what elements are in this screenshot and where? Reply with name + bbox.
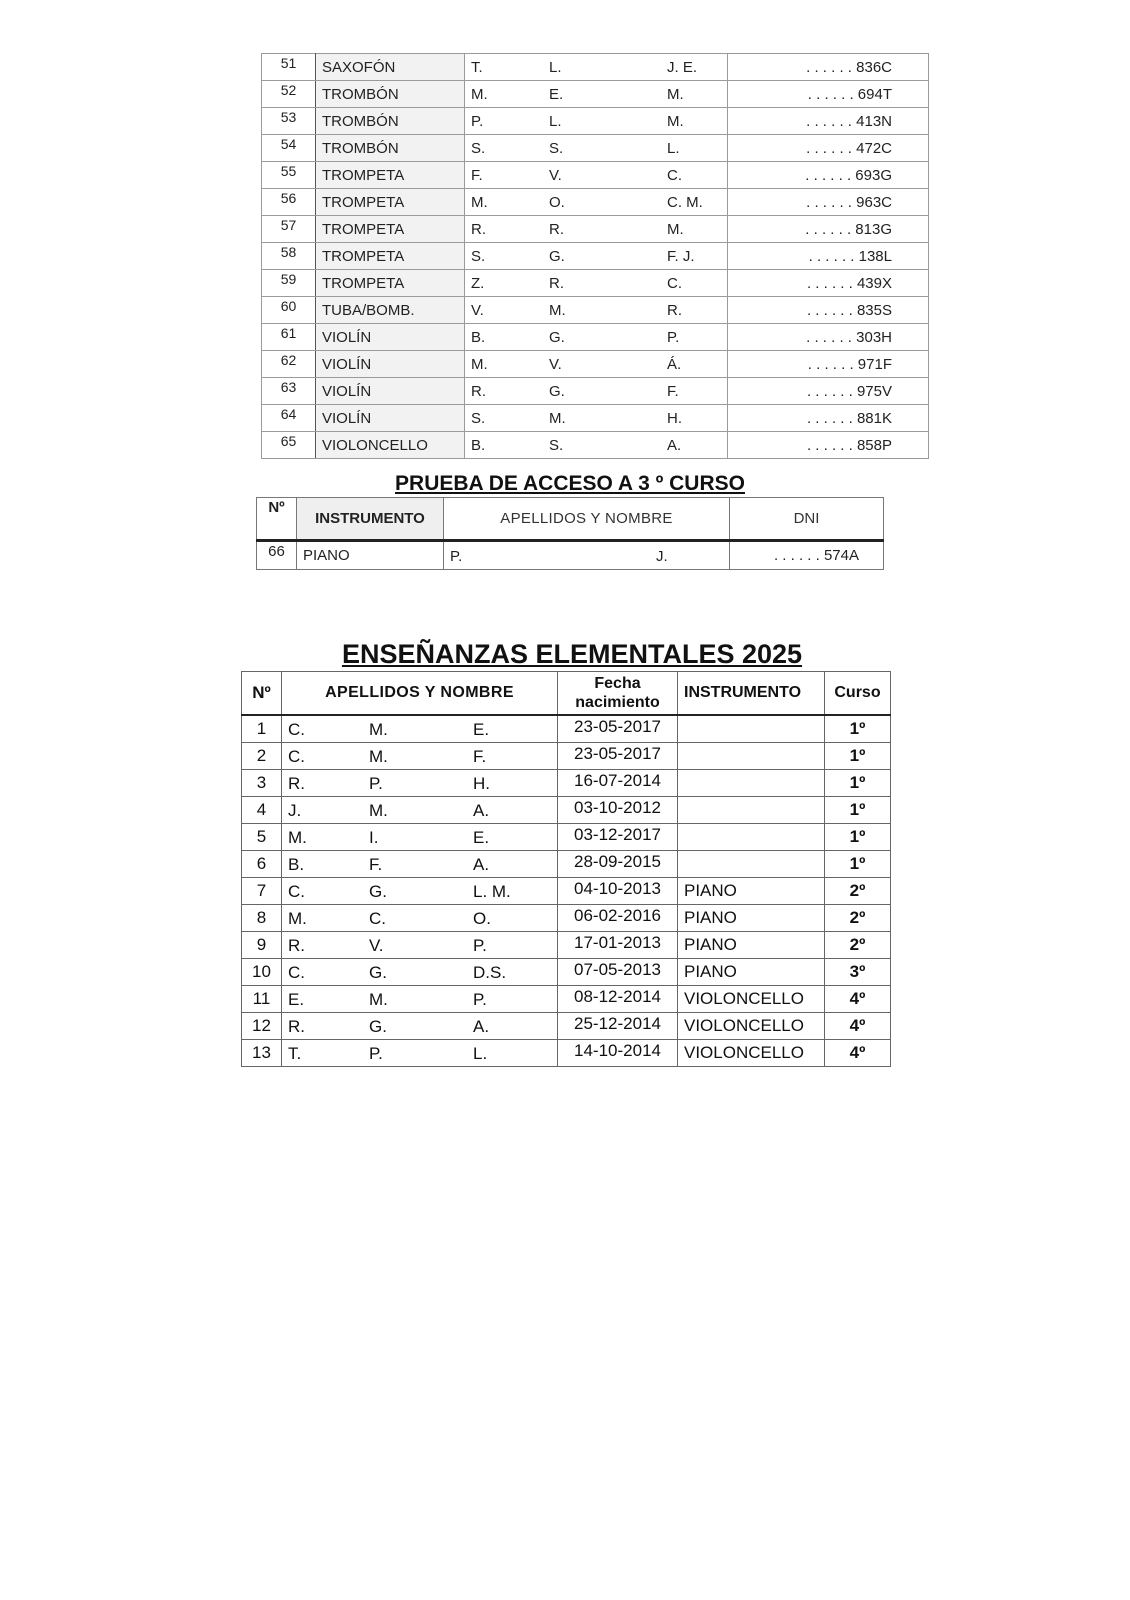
instrument-cell: PIANO	[678, 959, 825, 986]
table-row	[262, 243, 929, 270]
header-dni: DNI	[730, 498, 884, 541]
name-cell	[282, 824, 558, 851]
instrument-cell: VIOLÍN	[316, 405, 465, 432]
initial-given-name: M.	[667, 112, 684, 130]
initial-first-surname: Z.	[471, 274, 485, 292]
initial-given-name: H.	[473, 773, 490, 793]
dni-cell: . . . . . . 858P	[728, 432, 929, 459]
table-row	[242, 743, 891, 770]
instrument-cell	[678, 824, 825, 851]
initial-first-surname: R.	[288, 773, 305, 793]
birthdate-cell: 23-05-2017	[558, 743, 678, 770]
prueba-acceso-title: PRUEBA DE ACCESO A 3 º CURSO	[395, 472, 745, 495]
initial-first-surname: R.	[288, 1016, 305, 1036]
initial-first-surname: M.	[288, 827, 307, 847]
initial-first-surname: B.	[471, 328, 486, 346]
initial-second-surname: S.	[549, 139, 564, 157]
row-number: 56	[262, 189, 316, 216]
initial-given-name: J. E.	[667, 58, 698, 76]
initial-given-name: P.	[473, 989, 487, 1009]
curso-cell: 2º	[825, 905, 891, 932]
name-cell	[465, 405, 728, 432]
dni-cell: . . . . . . 303H	[728, 324, 929, 351]
name-cell	[282, 851, 558, 878]
header-curso: Curso	[825, 672, 891, 716]
name-cell	[282, 959, 558, 986]
row-number: 12	[242, 1013, 282, 1040]
curso-cell: 1º	[825, 797, 891, 824]
table-row	[242, 851, 891, 878]
initial-first-surname: M.	[288, 908, 307, 928]
instrument-cell: PIANO	[678, 932, 825, 959]
header-num: Nº	[257, 498, 297, 541]
name-initials	[465, 109, 727, 134]
birthdate-cell: 23-05-2017	[558, 715, 678, 743]
initial-given-name: E.	[473, 827, 490, 847]
instrument-cell: VIOLÍN	[316, 351, 465, 378]
table-row	[262, 297, 929, 324]
name-cell	[282, 770, 558, 797]
name-cell	[282, 986, 558, 1013]
header-birthdate-line2: nacimiento	[575, 694, 660, 711]
initial-given-name: Á.	[667, 355, 682, 373]
applicants-list-table	[261, 53, 929, 459]
initial-given-name: C.	[667, 166, 682, 184]
name-initials	[465, 352, 727, 377]
row-number: 59	[262, 270, 316, 297]
table-row	[242, 824, 891, 851]
instrument-cell: VIOLONCELLO	[678, 1013, 825, 1040]
initial-first-surname: E.	[288, 989, 305, 1009]
row-number: 8	[242, 905, 282, 932]
name-initials	[465, 271, 727, 296]
initial-first-surname: B.	[288, 854, 305, 874]
birthdate-cell: 08-12-2014	[558, 986, 678, 1013]
initial-second-surname: G.	[549, 328, 565, 346]
initial-given-name: M.	[667, 220, 684, 238]
instrument-cell: TUBA/BOMB.	[316, 297, 465, 324]
table-row	[242, 797, 891, 824]
table-row	[262, 108, 929, 135]
dni-cell: . . . . . . 439X	[728, 270, 929, 297]
instrument-cell: TROMBÓN	[316, 135, 465, 162]
name-initials	[282, 852, 557, 877]
initial-second-surname: G.	[549, 382, 565, 400]
ensenanzas-elementales-table	[241, 671, 891, 1067]
name-cell	[465, 81, 728, 108]
initial-given-name: L.	[473, 1043, 488, 1063]
row-number: 55	[262, 162, 316, 189]
initial-second-surname: G.	[549, 247, 565, 265]
initial-second-surname: P.	[369, 773, 383, 793]
table-row	[242, 1040, 891, 1067]
initial-second-surname: S.	[549, 436, 564, 454]
row-number: 7	[242, 878, 282, 905]
row-number: 52	[262, 81, 316, 108]
row-number: 63	[262, 378, 316, 405]
birthdate-cell: 04-10-2013	[558, 878, 678, 905]
instrument-cell: TROMPETA	[316, 270, 465, 297]
initial-given-name: C.	[667, 274, 682, 292]
initial-first-surname: M.	[471, 193, 488, 211]
row-number: 57	[262, 216, 316, 243]
ensenanzas-elementales-title: ENSEÑANZAS ELEMENTALES 2025	[341, 639, 803, 669]
name-initials	[465, 82, 727, 107]
initial-second-surname: G.	[369, 1016, 387, 1036]
name-cell	[444, 541, 730, 570]
table-row	[262, 351, 929, 378]
row-number: 13	[242, 1040, 282, 1067]
initial-second-surname: M.	[549, 301, 566, 319]
name-cell	[465, 297, 728, 324]
header-instrument: INSTRUMENTO	[297, 498, 444, 541]
curso-cell: 3º	[825, 959, 891, 986]
dni-cell: . . . . . . 472C	[728, 135, 929, 162]
name-cell	[282, 1040, 558, 1067]
table-row	[242, 959, 891, 986]
instrument-cell: VIOLONCELLO	[678, 1040, 825, 1067]
instrument-cell	[678, 797, 825, 824]
row-number: 51	[262, 54, 316, 81]
initial-second-surname: M.	[369, 989, 388, 1009]
name-initials	[282, 933, 557, 958]
initial-second-surname: M.	[369, 746, 388, 766]
dni-cell: . . . . . . 881K	[728, 405, 929, 432]
name-initials	[282, 744, 557, 769]
initial-given-name: P.	[667, 328, 680, 346]
name-cell	[282, 797, 558, 824]
dni-cell: . . . . . . 138L	[728, 243, 929, 270]
initial-second-surname: M.	[549, 409, 566, 427]
initial-given-name: F.	[473, 746, 487, 766]
header-name: APELLIDOS Y NOMBRE	[282, 672, 558, 716]
initial-first-surname: R.	[471, 382, 486, 400]
curso-cell: 4º	[825, 1040, 891, 1067]
table-row	[242, 715, 891, 743]
table-row	[262, 405, 929, 432]
initial-first-surname: T.	[288, 1043, 302, 1063]
name-initials	[282, 960, 557, 985]
table-row	[262, 162, 929, 189]
initial-given-name: L.	[667, 139, 680, 157]
name-cell	[282, 1013, 558, 1040]
name-cell	[465, 351, 728, 378]
row-number: 53	[262, 108, 316, 135]
initial-given-name: C. M.	[667, 193, 703, 211]
table-row	[242, 1013, 891, 1040]
name-cell	[465, 189, 728, 216]
initial-second-surname: C.	[369, 908, 386, 928]
initial-second-surname: R.	[549, 220, 564, 238]
initial-second-surname: R.	[549, 274, 564, 292]
header-name: APELLIDOS Y NOMBRE	[444, 498, 730, 541]
initial-second-surname: V.	[549, 355, 562, 373]
curso-cell: 4º	[825, 1013, 891, 1040]
name-cell	[465, 54, 728, 81]
table-row	[242, 932, 891, 959]
dni-cell: . . . . . . 574A	[730, 541, 884, 570]
name-initials	[282, 906, 557, 931]
name-initials	[465, 298, 727, 323]
instrument-cell: TROMPETA	[316, 189, 465, 216]
header-instrument: INSTRUMENTO	[678, 672, 825, 716]
name-initials	[465, 163, 727, 188]
initial-first-surname: S.	[471, 247, 486, 265]
row-number: 3	[242, 770, 282, 797]
instrument-cell: TROMPETA	[316, 216, 465, 243]
prueba-acceso-table	[256, 497, 884, 570]
curso-cell: 1º	[825, 770, 891, 797]
row-number: 54	[262, 135, 316, 162]
name-initials	[282, 825, 557, 850]
initial-given-name: F. J.	[667, 247, 695, 265]
dni-cell: . . . . . . 693G	[728, 162, 929, 189]
name-initials	[465, 244, 727, 269]
name-initials	[465, 433, 727, 458]
dni-cell: . . . . . . 836C	[728, 54, 929, 81]
initial-given-name: H.	[667, 409, 682, 427]
initial-first-surname: R.	[471, 220, 486, 238]
table-header-row	[257, 498, 884, 541]
row-number: 65	[262, 432, 316, 459]
initial-given-name: F.	[667, 382, 679, 400]
name-cell	[465, 378, 728, 405]
name-initials	[282, 1014, 557, 1039]
dni-cell: . . . . . . 971F	[728, 351, 929, 378]
initial-second-surname: L.	[549, 112, 562, 130]
instrument-cell: VIOLÍN	[316, 378, 465, 405]
initial-given-name: A.	[667, 436, 682, 454]
initial-second-surname: P.	[369, 1043, 383, 1063]
name-initials	[282, 1041, 557, 1066]
name-cell	[282, 905, 558, 932]
initial-given-name: O.	[473, 908, 491, 928]
row-number: 64	[262, 405, 316, 432]
initial-first-surname: R.	[288, 935, 305, 955]
initial-second-surname: M.	[369, 800, 388, 820]
row-number: 62	[262, 351, 316, 378]
dni-cell: . . . . . . 694T	[728, 81, 929, 108]
row-number: 4	[242, 797, 282, 824]
name-cell	[282, 743, 558, 770]
header-birthdate-line1: Fecha	[594, 675, 641, 692]
row-number: 60	[262, 297, 316, 324]
name-cell	[282, 932, 558, 959]
curso-cell: 1º	[825, 851, 891, 878]
initial-first-surname: F.	[471, 166, 483, 184]
initial-first-surname: C.	[288, 962, 305, 982]
name-cell	[465, 243, 728, 270]
name-cell	[465, 432, 728, 459]
instrument-cell: VIOLONCELLO	[316, 432, 465, 459]
table-row	[262, 378, 929, 405]
name-cell	[465, 216, 728, 243]
instrument-cell	[678, 715, 825, 743]
instrument-cell: VIOLÍN	[316, 324, 465, 351]
initial-given-name: A.	[473, 1016, 490, 1036]
name-cell	[465, 162, 728, 189]
header-num: Nº	[242, 672, 282, 716]
instrument-cell: TROMPETA	[316, 243, 465, 270]
dni-cell: . . . . . . 813G	[728, 216, 929, 243]
initial-given-name: J.	[656, 547, 668, 565]
table-row	[262, 54, 929, 81]
row-number: 61	[262, 324, 316, 351]
initial-first-surname: B.	[471, 436, 486, 454]
instrument-cell: TROMPETA	[316, 162, 465, 189]
table-row	[262, 432, 929, 459]
dni-cell: . . . . . . 413N	[728, 108, 929, 135]
name-initials	[282, 717, 557, 742]
initial-first-surname: M.	[471, 85, 488, 103]
name-initials	[465, 325, 727, 350]
initial-given-name: E.	[473, 719, 490, 739]
table-row	[242, 770, 891, 797]
initial-first-surname: C.	[288, 746, 305, 766]
table-row	[262, 81, 929, 108]
name-initials	[465, 190, 727, 215]
initial-given-name: R.	[667, 301, 682, 319]
row-number: 1	[242, 715, 282, 743]
instrument-cell: TROMBÓN	[316, 108, 465, 135]
initial-second-surname: E.	[549, 85, 564, 103]
birthdate-cell: 14-10-2014	[558, 1040, 678, 1067]
instrument-cell: PIANO	[678, 878, 825, 905]
initial-second-surname: G.	[369, 962, 387, 982]
instrument-cell	[678, 770, 825, 797]
initial-second-surname: G.	[369, 881, 387, 901]
header-birthdate	[558, 672, 678, 716]
name-initials	[282, 798, 557, 823]
initial-first-surname: C.	[288, 881, 305, 901]
initial-second-surname: L.	[549, 58, 562, 76]
table-row	[262, 189, 929, 216]
initial-second-surname: V.	[369, 935, 384, 955]
initial-given-name: L. M.	[473, 881, 511, 901]
birthdate-cell: 16-07-2014	[558, 770, 678, 797]
name-cell	[465, 324, 728, 351]
table-row	[262, 324, 929, 351]
initial-second-surname: F.	[369, 854, 383, 874]
name-initials	[465, 217, 727, 242]
curso-cell: 4º	[825, 986, 891, 1013]
row-number: 5	[242, 824, 282, 851]
instrument-cell: SAXOFÓN	[316, 54, 465, 81]
table-row	[242, 905, 891, 932]
instrument-cell: PIANO	[678, 905, 825, 932]
initial-given-name: A.	[473, 854, 490, 874]
name-initials	[282, 771, 557, 796]
birthdate-cell: 07-05-2013	[558, 959, 678, 986]
birthdate-cell: 28-09-2015	[558, 851, 678, 878]
initial-first-surname: J.	[288, 800, 302, 820]
row-number: 9	[242, 932, 282, 959]
row-number: 11	[242, 986, 282, 1013]
initial-given-name: M.	[667, 85, 684, 103]
initial-first-surname: V.	[471, 301, 484, 319]
initial-given-name: P.	[473, 935, 487, 955]
initial-second-surname: V.	[549, 166, 562, 184]
table-row	[262, 135, 929, 162]
name-initials	[444, 543, 729, 569]
dni-cell: . . . . . . 963C	[728, 189, 929, 216]
row-number: 6	[242, 851, 282, 878]
birthdate-cell: 03-10-2012	[558, 797, 678, 824]
table-row	[262, 270, 929, 297]
instrument-cell: VIOLONCELLO	[678, 986, 825, 1013]
initial-first-surname: P.	[471, 112, 484, 130]
initial-first-surname: M.	[471, 355, 488, 373]
instrument-cell: PIANO	[297, 541, 444, 570]
table-row	[257, 541, 884, 570]
curso-cell: 1º	[825, 743, 891, 770]
initial-given-name: A.	[473, 800, 490, 820]
name-initials	[465, 55, 727, 80]
birthdate-cell: 17-01-2013	[558, 932, 678, 959]
name-initials	[465, 379, 727, 404]
instrument-cell: TROMBÓN	[316, 81, 465, 108]
initial-first-surname: S.	[471, 139, 486, 157]
birthdate-cell: 25-12-2014	[558, 1013, 678, 1040]
curso-cell: 2º	[825, 932, 891, 959]
name-cell	[465, 108, 728, 135]
curso-cell: 1º	[825, 824, 891, 851]
table-header-row	[242, 672, 891, 716]
row-number: 10	[242, 959, 282, 986]
name-cell	[465, 270, 728, 297]
table-row	[242, 878, 891, 905]
initial-surname: P.	[450, 547, 463, 565]
instrument-cell	[678, 743, 825, 770]
name-cell	[282, 878, 558, 905]
table-row	[242, 986, 891, 1013]
birthdate-cell: 06-02-2016	[558, 905, 678, 932]
row-number: 58	[262, 243, 316, 270]
name-cell	[465, 135, 728, 162]
initial-first-surname: T.	[471, 58, 483, 76]
name-initials	[282, 879, 557, 904]
initial-second-surname: I.	[369, 827, 379, 847]
name-initials	[465, 136, 727, 161]
instrument-cell	[678, 851, 825, 878]
initial-first-surname: C.	[288, 719, 305, 739]
name-cell	[282, 715, 558, 743]
row-number: 2	[242, 743, 282, 770]
curso-cell: 1º	[825, 715, 891, 743]
birthdate-cell: 03-12-2017	[558, 824, 678, 851]
initial-first-surname: S.	[471, 409, 486, 427]
table-row	[262, 216, 929, 243]
dni-cell: . . . . . . 975V	[728, 378, 929, 405]
initial-second-surname: M.	[369, 719, 388, 739]
initial-given-name: D.S.	[473, 962, 507, 982]
curso-cell: 2º	[825, 878, 891, 905]
dni-cell: . . . . . . 835S	[728, 297, 929, 324]
row-number: 66	[257, 541, 297, 570]
name-initials	[465, 406, 727, 431]
initial-second-surname: O.	[549, 193, 565, 211]
name-initials	[282, 987, 557, 1012]
